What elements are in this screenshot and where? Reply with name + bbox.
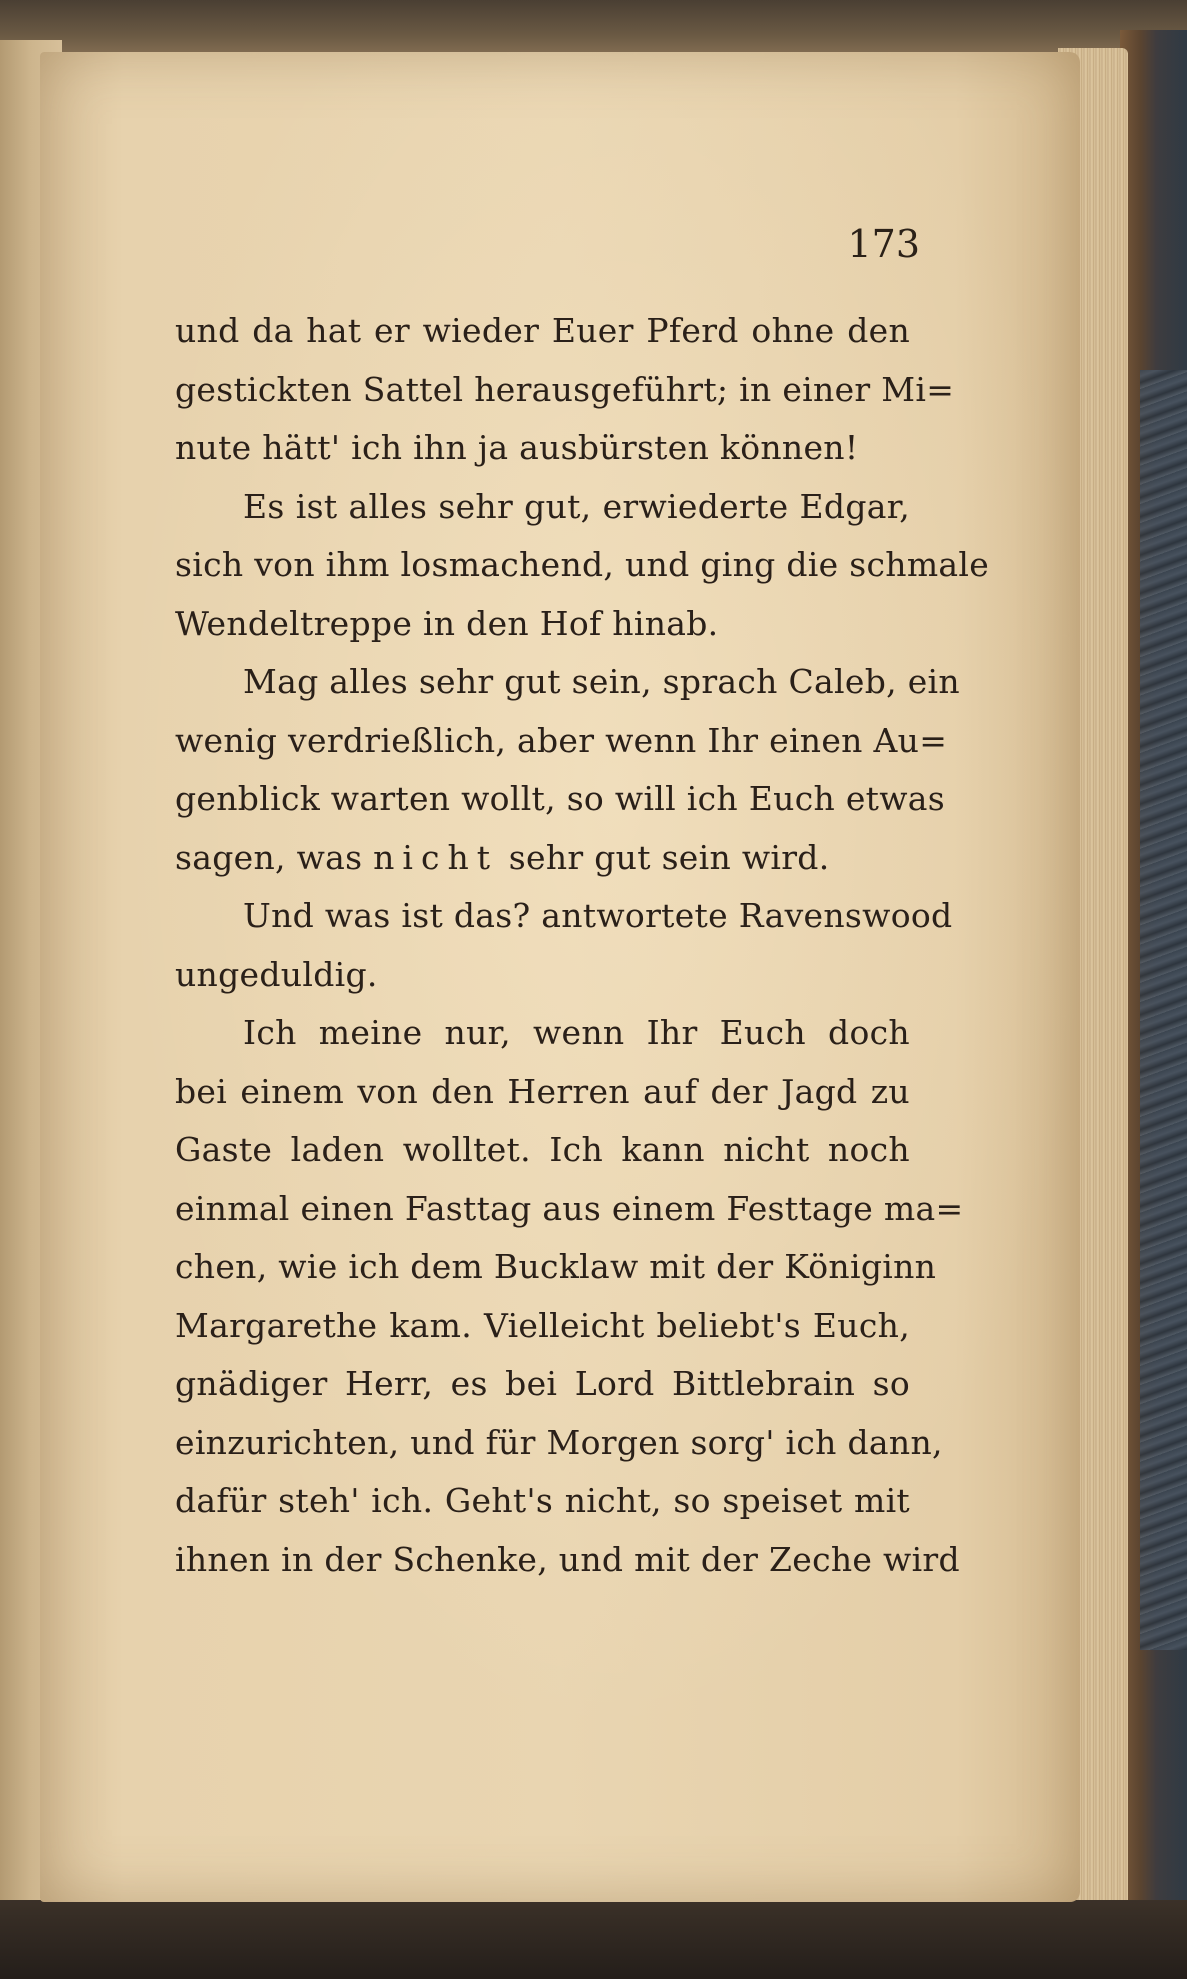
text-line: sich von ihm losmachend, und ging die schmale [175, 545, 990, 584]
text-line: ungeduldig. [175, 954, 378, 994]
page-number: 173 [847, 222, 920, 266]
text-line: dafür steh' ich. Geht's nicht, so speiset mit [175, 1481, 910, 1520]
text-line: nute hätt' ich ihn ja ausbürsten können! [175, 428, 859, 467]
text-line: bei einem von den Herren auf der Jagd zu [175, 1071, 910, 1111]
page-text [175, 302, 990, 1589]
text-line: und da hat er wieder Euer Pferd ohne den [175, 311, 910, 350]
emphasized-word: nicht [373, 837, 498, 877]
text-fragment: sehr gut sein wird. [497, 837, 830, 877]
text-line: Wendeltreppe in den Hof hinab. [175, 603, 719, 643]
book-page [40, 52, 1080, 1902]
text-line: Margarethe kam. Vielleicht beliebt's Euch, [175, 1305, 910, 1345]
text-fragment: sagen, was [175, 837, 374, 877]
text-line: Mag alles sehr gut sein, sprach Caleb, ein [243, 662, 960, 701]
text-line: einzurichten, und für Morgen sorg' ich dann, [175, 1422, 943, 1462]
book-cover-right [1120, 30, 1187, 1920]
text-line: Und was ist das? antwortete Ravenswood [243, 896, 953, 935]
text-line: gestickten Sattel herausgeführt; in einer Mi= [175, 369, 955, 409]
text-line: genblick warten wollt, so will ich Euch etwas [175, 779, 945, 818]
text-line: chen, wie ich dem Bucklaw mit der Königinn [175, 1247, 937, 1286]
book-cover-top [0, 0, 1187, 60]
text-line [175, 829, 910, 888]
text-line: ihnen in der Schenke, und mit der Zeche wird [175, 1539, 960, 1579]
text-line: Gaste laden wolltet. Ich kann nicht noch [175, 1130, 910, 1169]
text-line: Es ist alles sehr gut, erwiederte Edgar, [243, 486, 910, 526]
text-line: wenig verdrießlich, aber wenn Ihr einen Au= [175, 720, 948, 760]
text-line: gnädiger Herr, es bei Lord Bittlebrain so [175, 1364, 910, 1403]
text-line: Ich meine nur, wenn Ihr Euch doch [243, 1013, 910, 1052]
text-line: einmal einen Fasttag aus einem Festtage ma= [175, 1188, 964, 1228]
book-cover-bottom [0, 1900, 1187, 1979]
